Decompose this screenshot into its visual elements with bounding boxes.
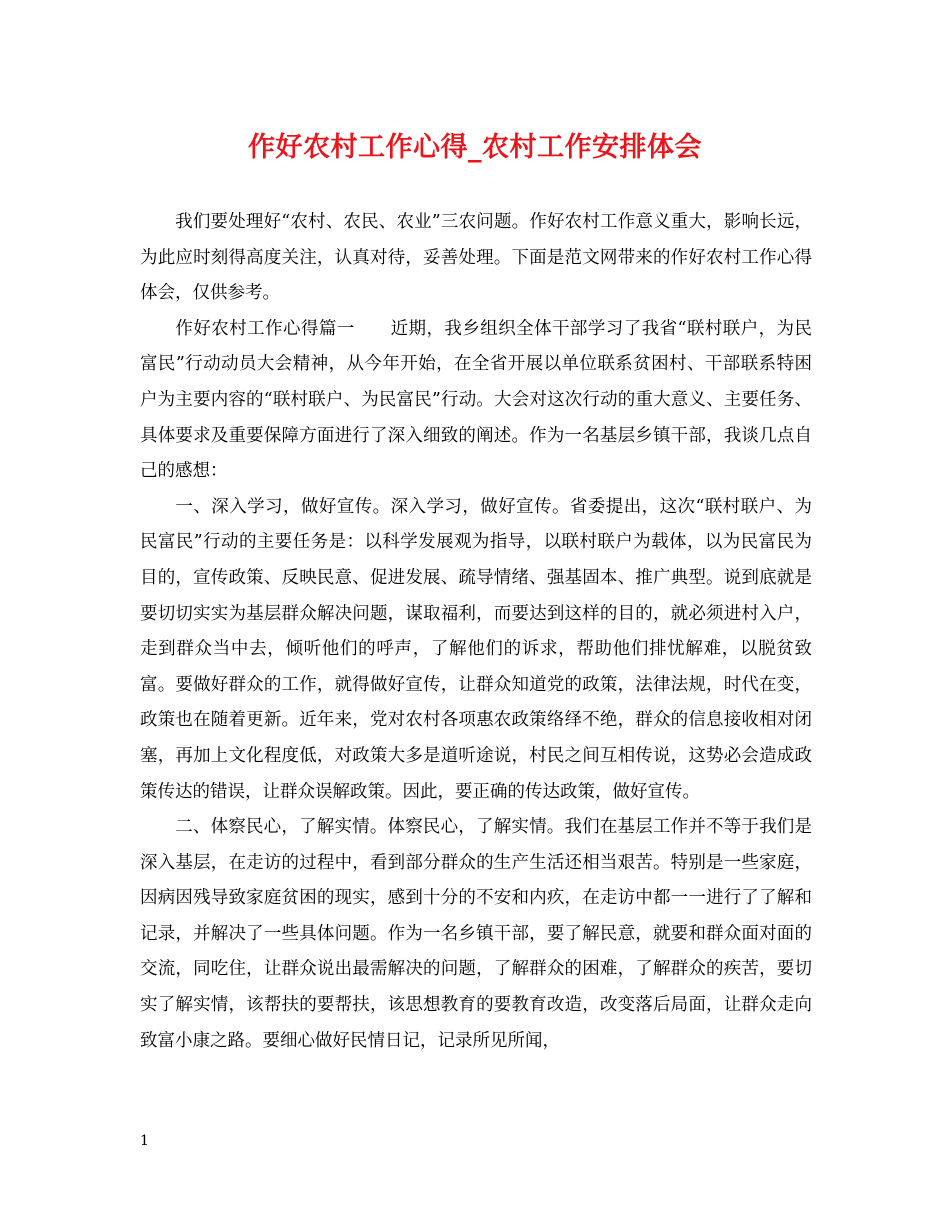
paragraph-point-one bbox=[140, 490, 812, 810]
page-number: 1 bbox=[140, 1133, 149, 1149]
paragraph-text: 作好农村工作心得篇一 近期，我乡组织全体干部学习了我省“联村联户，为民富民”行动动员大会精神，从今年开始，在全省开展以单位联系贫困村、干部联系特困户为主要内容的“联村联户、为民富民”行动。大会对这次行动的重大意义、主要任务、具体要求及重要保障方面进行了深入细致的阐述。作为一名基层乡镇干部，我谈几点自己的感想： bbox=[140, 318, 812, 482]
document-body bbox=[140, 205, 812, 1059]
paragraph-point-two bbox=[140, 810, 812, 1059]
paragraph-text: 二、体察民心，了解实情。体察民心，了解实情。我们在基层工作并不等于我们是深入基层，在走访的过程中，看到部分群众的生产生活还相当艰苦。特别是一些家庭，因病因残导致家庭贫困的现实，感到十分的不安和内疚，在走访中都一一进行了了解和记录，并解决了一些具体问题。作为一名乡镇干部，要了解民意，就要和群众面对面的交流，同吃住，让群众说出最需解决的问题，了解群众的困难，了解群众的疾苦，要切实了解实情，该帮扶的要帮扶，该思想教育的要教育改造，改变落后局面，让群众走向致富小康之路。要细心做好民情日记，记录所见所闻， bbox=[140, 817, 812, 1051]
paragraph-text: 一、深入学习，做好宣传。深入学习，做好宣传。省委提出，这次“联村联户、为民富民”行动的主要任务是：以科学发展观为指导，以联村联户为载体，以为民富民为目的，宣传政策、反映民意、促进发展、疏导情绪、强基固本、推广典型。说到底就是要切切实实为基层群众解决问题，谋取福利，而要达到这样的目的，就必须进村入户，走到群众当中去，倾听他们的呼声，了解他们的诉求，帮助他们排忧解难，以脱贫致富。要做好群众的工作，就得做好宣传，让群众知道党的政策，法律法规，时代在变，政策也在随着更新。近年来，党对农村各项惠农政策络绎不绝，群众的信息接收相对闭塞，再加上文化程度低，对政策大多是道听途说，村民之间互相传说，这势必会造成政策传达的错误，让群众误解政策。因此，要正确的传达政策，做好宣传。 bbox=[140, 496, 812, 802]
paragraph-section-one-intro bbox=[140, 312, 812, 490]
paragraph-text: 我们要处理好“农村、农民、农业”三农问题。作好农村工作意义重大，影响长远，为此应时刻得高度关注，认真对待，妥善处理。下面是范文网带来的作好农村工作心得体会，仅供参考。 bbox=[140, 212, 812, 304]
document-title: 作好农村工作心得_农村工作安排体会 bbox=[248, 132, 702, 163]
paragraph-intro bbox=[140, 205, 812, 312]
